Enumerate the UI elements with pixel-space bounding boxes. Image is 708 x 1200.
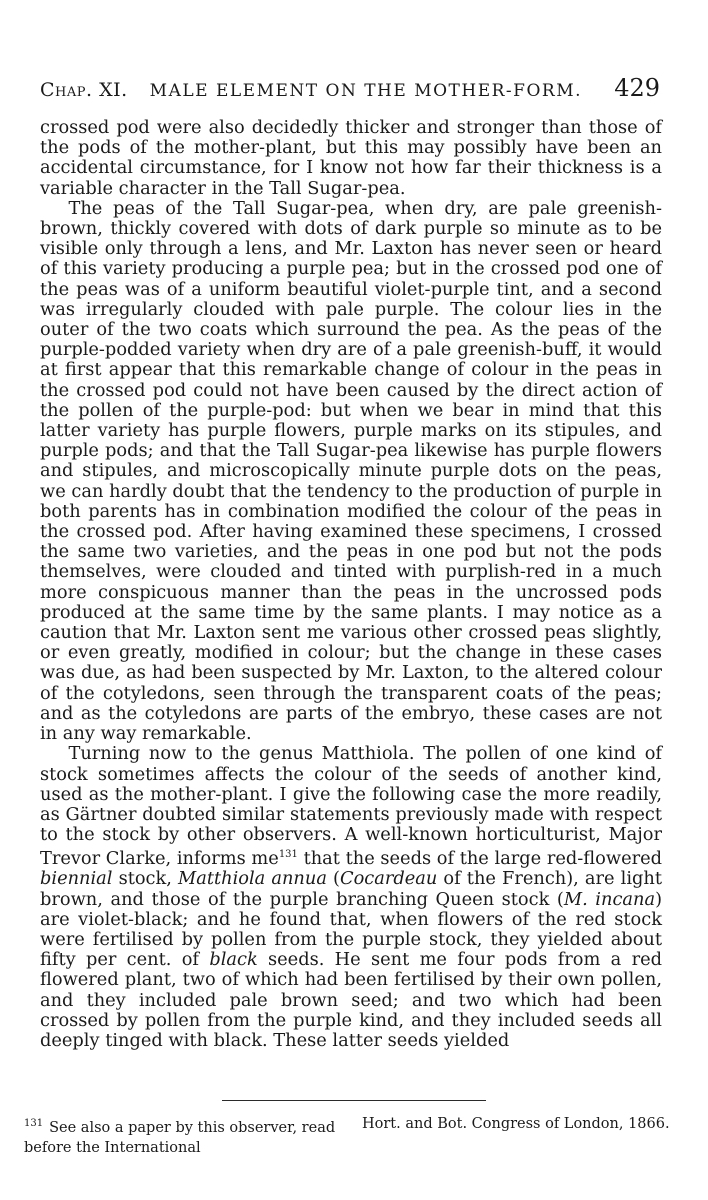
text-run: of the French), are light brown, and those of the purple branching Queen stock ( (40, 868, 662, 910)
paragraph (40, 118, 662, 199)
paragraph (40, 744, 662, 1051)
running-title: MALE ELEMENT ON THE MOTHER-FORM. (149, 81, 582, 101)
italic-text: black (209, 949, 258, 971)
running-head (40, 74, 660, 104)
footnote-text-left: See also a paper by this observer, read before the International (24, 1119, 336, 1156)
footnotes (24, 1114, 676, 1164)
text-run: that the seeds of the large red-flowered (297, 848, 663, 870)
footnote-marker: 131 (24, 1118, 44, 1129)
text-run: The peas of the Tall Sugar-pea, when dry, are pale greenish-brown, thickly covered with dots of dark purple so minute as to be visible only through a lens, and Mr. Laxton has never seen or heard of this variety producing a purple pea; but in the crossed pod one of the peas was of a uniform beautiful violet-purple tint, and a second was irregularly clouded with pale purple. The colour lies in the outer of the two coats which surround the pea. As the peas of the purple-podded variety when dry are of a pale greenish-buff, it would at first appear that this remarkable change of colour in the peas in the crossed pod could not have been caused by the direct action of the pollen of the purple-pod: but when we bear in mind that this latter variety has purple flowers, purple marks on its stipules, and purple pods; and that the Tall Sugar-pea likewise has purple flowers and stipules, and microscopically minute purple dots on the peas, we can hardly doubt that the tendency to the production of purple in both parents has in combination modified the colour of the peas in the crossed pod. After having examined these specimens, I crossed the same two varieties, and the peas in one pod but not the pods themselves, were clouded and tinted with purplish-red in a much more conspicuous manner than the peas in the uncrossed pods produced at the same time by the same plants. I may notice as a caution that Mr. Laxton sent me various other crossed peas slightly, or even greatly, modified in colour; but the change in these cases was due, as had been suspected by Mr. Laxton, to the altered colour of the cotyledons, seen through the transparent coats of the peas; and as the cotyledons are parts of the embryo, these cases are not in any way remarkable. (40, 197, 662, 745)
paragraph (40, 199, 662, 744)
text-run: Turning now to the genus Matthiola. The pollen of one kind of stock sometimes affects the colour of the seeds of another kind, used as the mother-plant. I give the following case the more readily, as Gärtner doubted similar statements previously made with respect to the stock by other observers. A well-known horticulturist, Major Trevor Clarke, informs me (40, 743, 662, 870)
italic-text: M. incana (563, 888, 656, 910)
chapter-label: Chap. XI. (40, 79, 128, 101)
text-run: seeds. He sent me four pods from a red flowered plant, two of which had been fertilised by their own pollen, and they included pale brown seed; and two which had been crossed by pollen from the purple kind, and they included seeds all deeply tinged with black. These latter seeds yielded (40, 949, 662, 1052)
text-run: ( (326, 868, 340, 890)
body-text (40, 118, 662, 1051)
footnote-left-column (24, 1114, 340, 1164)
footnote-rule (222, 1100, 486, 1101)
page-number: 429 (614, 74, 660, 102)
text-run: stock, (112, 868, 179, 890)
footnote-text-right: Hort. and Bot. Congress of London, 1866. (362, 1116, 670, 1132)
footnote-right-column (362, 1114, 676, 1164)
italic-text: Matthiola annua (178, 868, 327, 890)
italic-text: biennial (40, 868, 113, 890)
text-run: ) are violet-black; and he found that, when flowers of the red stock were fertilised by pollen from the purple stock, they yielded about fifty per cent. of (40, 888, 662, 971)
text-run: crossed pod were also decidedly thicker and stronger than those of the pods of the mother-plant, but this may possibly have been an accidental circumstance, for I know not how far their thickness is a variable character in the Tall Sugar-pea. (40, 117, 662, 199)
footnote-reference: 131 (278, 849, 298, 861)
italic-text: Cocardeau (339, 868, 438, 890)
